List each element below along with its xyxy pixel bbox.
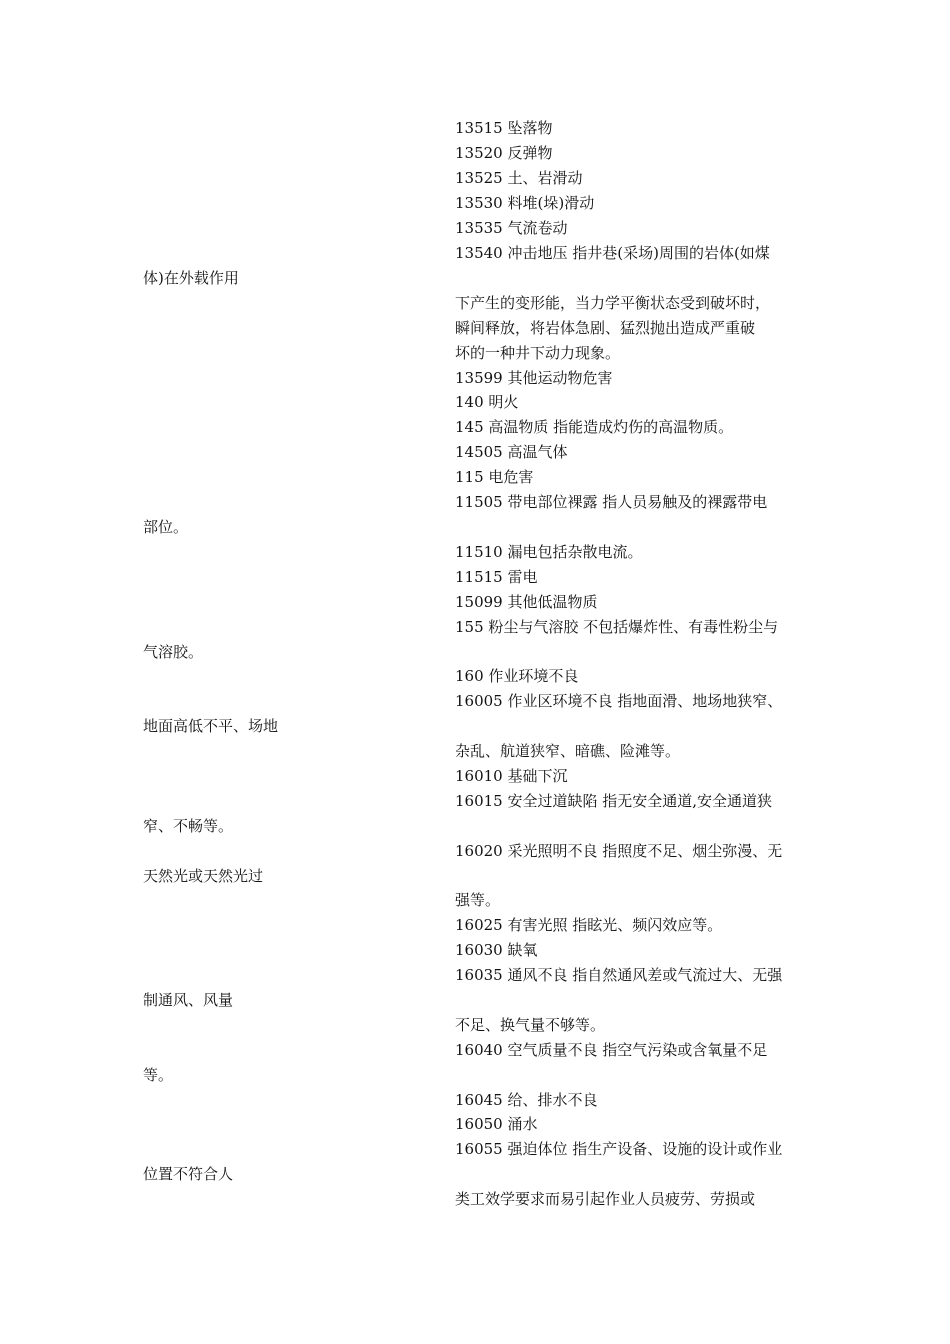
text-line: 140 明火 <box>455 393 519 411</box>
text-line: 部位。 <box>143 518 189 536</box>
text-line: 气溶胶。 <box>143 643 204 661</box>
text-line: 16020 采光照明不良 指照度不足、烟尘弥漫、无 <box>455 842 783 860</box>
text-line: 16005 作业区环境不良 指地面滑、地场地狭窄、 <box>455 692 783 710</box>
text-line: 16025 有害光照 指眩光、频闪效应等。 <box>455 916 723 934</box>
text-line: 13535 气流卷动 <box>455 219 568 237</box>
text-line: 等。 <box>143 1066 174 1084</box>
text-line: 16050 涌水 <box>455 1115 538 1133</box>
text-line: 16055 强迫体位 指生产设备、设施的设计或作业 <box>455 1140 783 1158</box>
text-line: 115 电危害 <box>455 468 534 486</box>
text-line: 窄、不畅等。 <box>143 817 234 835</box>
text-line: 杂乱、航道狭窄、暗礁、险滩等。 <box>455 742 681 760</box>
text-line: 瞬间释放，将岩体急剧、猛烈抛出造成严重破 <box>455 319 756 337</box>
text-line: 13540 冲击地压 指井巷(采场)周围的岩体(如煤 <box>455 244 770 262</box>
text-line: 11515 雷电 <box>455 568 538 586</box>
text-line: 13515 坠落物 <box>455 119 553 137</box>
text-line: 145 高温物质 指能造成灼伤的高温物质。 <box>455 418 734 436</box>
text-line: 16040 空气质量不良 指空气污染或含氧量不足 <box>455 1041 768 1059</box>
text-line: 16010 基础下沉 <box>455 767 568 785</box>
text-line: 地面高低不平、场地 <box>143 717 279 735</box>
text-line: 16030 缺氧 <box>455 941 538 959</box>
text-line: 天然光或天然光过 <box>143 867 264 885</box>
text-line: 15099 其他低温物质 <box>455 593 598 611</box>
text-line: 16045 给、排水不良 <box>455 1091 598 1109</box>
text-line: 坏的一种井下动力现象。 <box>455 344 621 362</box>
text-line: 制通风、风量 <box>143 991 234 1009</box>
text-line: 类工效学要求而易引起作业人员疲劳、劳损或 <box>455 1190 756 1208</box>
text-line: 160 作业环境不良 <box>455 667 579 685</box>
text-line: 13530 料堆(垛)滑动 <box>455 194 595 212</box>
text-line: 位置不符合人 <box>143 1165 234 1183</box>
text-line: 强等。 <box>455 891 501 909</box>
text-line: 13520 反弹物 <box>455 144 553 162</box>
text-line: 体)在外载作用 <box>143 269 239 287</box>
text-line: 13525 土、岩滑动 <box>455 169 583 187</box>
text-line: 下产生的变形能，当力学平衡状态受到破坏时， <box>455 294 771 312</box>
text-line: 16015 安全过道缺陷 指无安全通道,安全通道狭 <box>455 792 773 810</box>
text-line: 13599 其他运动物危害 <box>455 369 613 387</box>
text-line: 155 粉尘与气溶胶 不包括爆炸性、有毒性粉尘与 <box>455 618 779 636</box>
text-line: 11505 带电部位裸露 指人员易触及的裸露带电 <box>455 493 768 511</box>
text-line: 14505 高温气体 <box>455 443 568 461</box>
text-line: 不足、换气量不够等。 <box>455 1016 606 1034</box>
text-line: 11510 漏电包括杂散电流。 <box>455 543 643 561</box>
text-line: 16035 通风不良 指自然通风差或气流过大、无强 <box>455 966 783 984</box>
